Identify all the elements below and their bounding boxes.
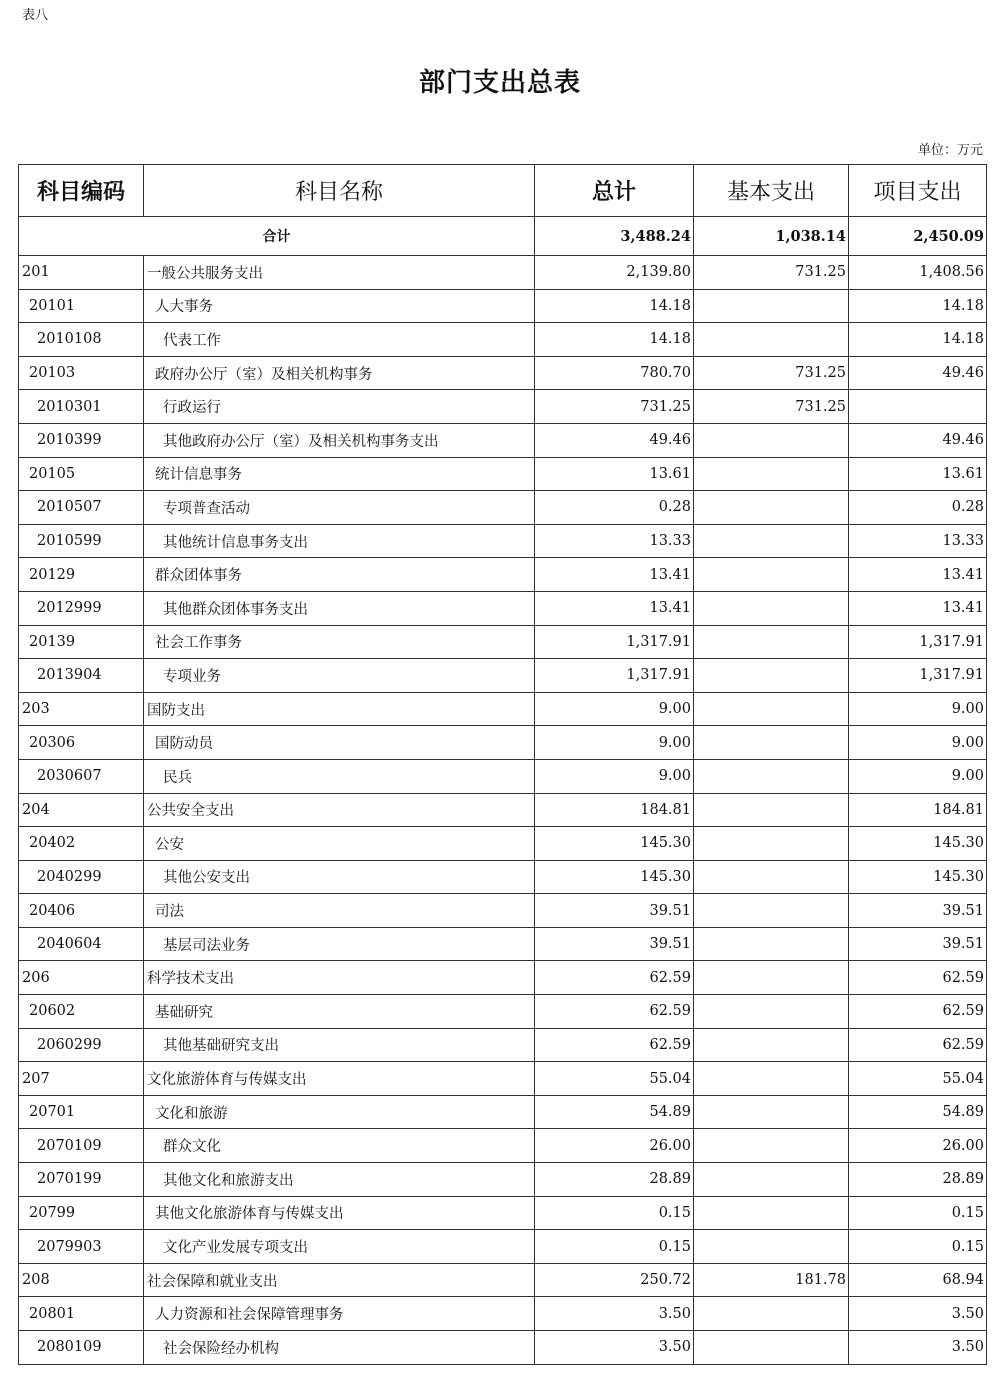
row-basic: [694, 1095, 849, 1129]
row-total: 13.41: [535, 591, 694, 625]
row-project: 13.41: [849, 558, 987, 592]
table-row: [19, 423, 987, 457]
row-total: 26.00: [535, 1129, 694, 1163]
row-code: 2012999: [19, 591, 144, 625]
row-project: 54.89: [849, 1095, 987, 1129]
row-project: 1,317.91: [849, 625, 987, 659]
row-name: 群众团体事务: [144, 558, 535, 592]
row-total: 13.41: [535, 558, 694, 592]
row-code: 207: [19, 1062, 144, 1096]
table-row: [19, 1129, 987, 1163]
header-project: 项目支出: [849, 165, 987, 217]
row-name: 政府办公厅（室）及相关机构事务: [144, 356, 535, 390]
row-basic: [694, 423, 849, 457]
row-code: 20406: [19, 894, 144, 928]
row-basic: [694, 827, 849, 861]
row-basic: [694, 524, 849, 558]
row-basic: [694, 625, 849, 659]
row-code: 20801: [19, 1297, 144, 1331]
table-row: [19, 289, 987, 323]
header-name: 科目名称: [144, 165, 535, 217]
row-total: 145.30: [535, 827, 694, 861]
table-row: [19, 625, 987, 659]
row-name: 群众文化: [144, 1129, 535, 1163]
row-name: 国防支出: [144, 692, 535, 726]
row-name: 基层司法业务: [144, 927, 535, 961]
row-total: 13.33: [535, 524, 694, 558]
row-total: 9.00: [535, 726, 694, 760]
row-basic: [694, 457, 849, 491]
row-code: 2010399: [19, 423, 144, 457]
row-total: 62.59: [535, 961, 694, 995]
table-row: [19, 759, 987, 793]
row-project: 39.51: [849, 894, 987, 928]
row-project: 184.81: [849, 793, 987, 827]
table-row: [19, 1230, 987, 1264]
row-basic: [694, 1196, 849, 1230]
row-code: 2040604: [19, 927, 144, 961]
row-total: 2,139.80: [535, 256, 694, 290]
table-row: [19, 927, 987, 961]
row-basic: 731.25: [694, 390, 849, 424]
row-basic: [694, 1331, 849, 1365]
row-total: 9.00: [535, 692, 694, 726]
table-row: [19, 591, 987, 625]
row-total: 62.59: [535, 995, 694, 1029]
row-project: 13.41: [849, 591, 987, 625]
row-project: 62.59: [849, 995, 987, 1029]
row-name: 公安: [144, 827, 535, 861]
table-row: [19, 793, 987, 827]
row-name: 文化产业发展专项支出: [144, 1230, 535, 1264]
row-basic: [694, 323, 849, 357]
row-total: 145.30: [535, 860, 694, 894]
row-name: 国防动员: [144, 726, 535, 760]
row-basic: [694, 793, 849, 827]
row-total: 55.04: [535, 1062, 694, 1096]
row-basic: [694, 558, 849, 592]
row-project: 13.33: [849, 524, 987, 558]
row-code: 20402: [19, 827, 144, 861]
row-project: 55.04: [849, 1062, 987, 1096]
row-code: 20139: [19, 625, 144, 659]
row-total: 9.00: [535, 759, 694, 793]
row-name: 统计信息事务: [144, 457, 535, 491]
row-basic: [694, 759, 849, 793]
row-name: 民兵: [144, 759, 535, 793]
header-code: 科目编码: [19, 165, 144, 217]
row-total: 28.89: [535, 1163, 694, 1197]
row-code: 20306: [19, 726, 144, 760]
row-name: 代表工作: [144, 323, 535, 357]
row-basic: 731.25: [694, 256, 849, 290]
table-row: [19, 1263, 987, 1297]
row-code: 204: [19, 793, 144, 827]
row-code: 201: [19, 256, 144, 290]
row-code: 2030607: [19, 759, 144, 793]
row-total: 39.51: [535, 927, 694, 961]
row-code: 2079903: [19, 1230, 144, 1264]
header-row: [19, 165, 987, 217]
row-total: 780.70: [535, 356, 694, 390]
row-name: 司法: [144, 894, 535, 928]
row-name: 行政运行: [144, 390, 535, 424]
row-total: 731.25: [535, 390, 694, 424]
table-row: [19, 961, 987, 995]
row-total: 0.15: [535, 1230, 694, 1264]
page-title: 部门支出总表: [418, 68, 581, 98]
total-project: 2,450.09: [849, 217, 987, 256]
unit-label: 单位：万元: [917, 143, 983, 158]
expenditure-table: [18, 164, 987, 1365]
row-project: 9.00: [849, 692, 987, 726]
row-basic: [694, 1230, 849, 1264]
row-project: 13.61: [849, 457, 987, 491]
row-project: 62.59: [849, 1028, 987, 1062]
row-code: 2013904: [19, 659, 144, 693]
row-name: 专项普查活动: [144, 491, 535, 525]
row-name: 其他统计信息事务支出: [144, 524, 535, 558]
row-total: 14.18: [535, 323, 694, 357]
row-name: 基础研究: [144, 995, 535, 1029]
table-row: [19, 524, 987, 558]
row-basic: [694, 927, 849, 961]
row-total: 1,317.91: [535, 659, 694, 693]
row-name: 专项业务: [144, 659, 535, 693]
row-name: 其他文化旅游体育与传媒支出: [144, 1196, 535, 1230]
row-code: 2010108: [19, 323, 144, 357]
row-basic: [694, 894, 849, 928]
row-code: 2070109: [19, 1129, 144, 1163]
table-row: [19, 256, 987, 290]
table-row: [19, 1095, 987, 1129]
row-total: 250.72: [535, 1263, 694, 1297]
row-code: 2010507: [19, 491, 144, 525]
row-basic: [694, 995, 849, 1029]
row-basic: [694, 860, 849, 894]
table-row: [19, 323, 987, 357]
header-total: 总计: [535, 165, 694, 217]
table-row: [19, 995, 987, 1029]
row-name: 人力资源和社会保障管理事务: [144, 1297, 535, 1331]
row-name: 社会工作事务: [144, 625, 535, 659]
row-code: 2060299: [19, 1028, 144, 1062]
row-name: 人大事务: [144, 289, 535, 323]
row-name: 其他公安支出: [144, 860, 535, 894]
row-basic: [694, 1028, 849, 1062]
row-project: 1,317.91: [849, 659, 987, 693]
row-project: 14.18: [849, 289, 987, 323]
row-project: 9.00: [849, 759, 987, 793]
row-basic: [694, 1163, 849, 1197]
row-project: 145.30: [849, 860, 987, 894]
row-code: 2010301: [19, 390, 144, 424]
row-project: 0.15: [849, 1230, 987, 1264]
table-row: [19, 491, 987, 525]
table-row: [19, 457, 987, 491]
row-code: 20101: [19, 289, 144, 323]
row-project: 9.00: [849, 726, 987, 760]
row-project: 26.00: [849, 1129, 987, 1163]
row-project: 1,408.56: [849, 256, 987, 290]
row-project: 39.51: [849, 927, 987, 961]
row-basic: [694, 1129, 849, 1163]
table-row: [19, 894, 987, 928]
row-code: 2070199: [19, 1163, 144, 1197]
row-project: 68.94: [849, 1263, 987, 1297]
total-label: 合计: [19, 217, 535, 256]
row-project: 49.46: [849, 356, 987, 390]
row-name: 文化和旅游: [144, 1095, 535, 1129]
row-basic: [694, 726, 849, 760]
row-project: 0.15: [849, 1196, 987, 1230]
row-total: 39.51: [535, 894, 694, 928]
row-name: 一般公共服务支出: [144, 256, 535, 290]
row-basic: [694, 491, 849, 525]
table-row: [19, 1028, 987, 1062]
row-basic: [694, 289, 849, 323]
row-basic: [694, 1297, 849, 1331]
row-name: 其他文化和旅游支出: [144, 1163, 535, 1197]
row-project: 3.50: [849, 1331, 987, 1365]
row-total: 14.18: [535, 289, 694, 323]
row-code: 2040299: [19, 860, 144, 894]
row-code: 2010599: [19, 524, 144, 558]
row-project: 14.18: [849, 323, 987, 357]
table-row: [19, 1196, 987, 1230]
table-row: [19, 1297, 987, 1331]
row-project: 145.30: [849, 827, 987, 861]
row-name: 其他政府办公厅（室）及相关机构事务支出: [144, 423, 535, 457]
table-row: [19, 558, 987, 592]
row-total: 0.15: [535, 1196, 694, 1230]
row-name: 科学技术支出: [144, 961, 535, 995]
row-basic: [694, 659, 849, 693]
row-total: 0.28: [535, 491, 694, 525]
row-total: 3.50: [535, 1331, 694, 1365]
row-basic: [694, 1062, 849, 1096]
row-total: 13.61: [535, 457, 694, 491]
row-code: 20105: [19, 457, 144, 491]
total-total: 3,488.24: [535, 217, 694, 256]
table-row: [19, 1163, 987, 1197]
row-name: 其他群众团体事务支出: [144, 591, 535, 625]
row-code: 206: [19, 961, 144, 995]
row-code: 208: [19, 1263, 144, 1297]
row-project: 62.59: [849, 961, 987, 995]
table-row: [19, 659, 987, 693]
row-code: 20701: [19, 1095, 144, 1129]
row-code: 20129: [19, 558, 144, 592]
table-row: [19, 692, 987, 726]
row-basic: [694, 591, 849, 625]
table-row: [19, 827, 987, 861]
row-code: 20103: [19, 356, 144, 390]
row-name: 社会保障和就业支出: [144, 1263, 535, 1297]
table-row: [19, 1331, 987, 1365]
row-name: 文化旅游体育与传媒支出: [144, 1062, 535, 1096]
row-basic: 181.78: [694, 1263, 849, 1297]
table-row: [19, 726, 987, 760]
row-name: 公共安全支出: [144, 793, 535, 827]
row-code: 2080109: [19, 1331, 144, 1365]
table-row: [19, 1062, 987, 1096]
row-total: 3.50: [535, 1297, 694, 1331]
row-project: 49.46: [849, 423, 987, 457]
row-name: 其他基础研究支出: [144, 1028, 535, 1062]
header-basic: 基本支出: [694, 165, 849, 217]
row-project: 3.50: [849, 1297, 987, 1331]
total-row: [19, 217, 987, 256]
row-basic: 731.25: [694, 356, 849, 390]
row-code: 203: [19, 692, 144, 726]
row-basic: [694, 692, 849, 726]
total-basic: 1,038.14: [694, 217, 849, 256]
row-total: 1,317.91: [535, 625, 694, 659]
row-total: 54.89: [535, 1095, 694, 1129]
table-row: [19, 860, 987, 894]
row-basic: [694, 961, 849, 995]
row-total: 62.59: [535, 1028, 694, 1062]
row-project: 0.28: [849, 491, 987, 525]
row-total: 49.46: [535, 423, 694, 457]
table-row: [19, 356, 987, 390]
table-number: 表八: [22, 8, 49, 23]
row-project: [849, 390, 987, 424]
row-code: 20602: [19, 995, 144, 1029]
row-project: 28.89: [849, 1163, 987, 1197]
table-row: [19, 390, 987, 424]
row-total: 184.81: [535, 793, 694, 827]
row-code: 20799: [19, 1196, 144, 1230]
row-name: 社会保险经办机构: [144, 1331, 535, 1365]
